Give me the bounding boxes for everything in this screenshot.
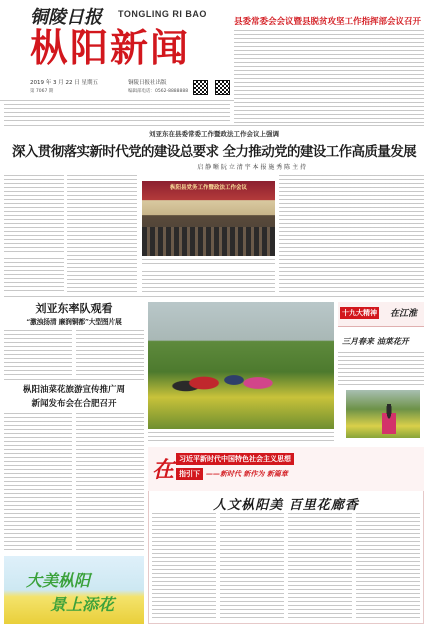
side-photo [346,390,420,438]
lead-article-text [4,175,64,255]
top-headline: 县委常委会会议暨县脱贫攻坚工作指挥部会议召开 [234,17,422,27]
feature-title-line-1: 习近平新时代中国特色社会主义思想 [176,453,294,465]
feature-title-line-2: 指引下 [176,468,203,480]
flower-field-photo [148,302,334,429]
feature-text [220,513,284,621]
lead-article-text [67,175,137,292]
story2-text [76,330,144,375]
story3-text [4,413,72,553]
lead-photo [142,181,275,256]
story3-text [76,413,144,553]
feature-text [152,513,216,621]
feature-text [356,513,420,621]
feature-logo-char: 在 [152,457,175,483]
page-title: 枞阳新闻 [30,25,191,70]
person-figure [382,404,396,434]
lead-article-text [279,175,424,292]
story2-text [4,330,72,375]
lead-article-text [4,258,64,292]
photo-caption [148,432,334,442]
feature-subtitle: ——新时代 新作为 新篇章 [206,470,288,478]
promo-image [4,556,144,624]
divider [4,125,424,126]
feature-text [288,513,352,621]
story2-headline: 刘亚东率队观看 [35,302,113,315]
divider [4,379,144,380]
story2-subheadline: “激浊扬清 廉润铜都”大型图片展 [26,318,122,326]
audience-row [142,227,275,256]
pinyin: TONGLING RI BAO [118,9,207,19]
qr-code-icon [215,80,230,95]
side-text [338,352,424,388]
feature-banner [148,447,424,491]
side-subtitle: 三月春来 油菜花开 [342,336,409,346]
side-badge [338,302,424,327]
side-badge-label: 十九大精神 [342,309,377,317]
side-badge-script: 在江淮 [390,309,418,319]
story3-headline: 枞阳油菜花旅游宣传推广周 [22,385,125,395]
story3-subheadline: 新闻发布会在合肥召开 [31,399,117,409]
banner-label: 枞阳县党务工作暨政法工作会议 [169,185,247,191]
edition-number: 第 7067 期 [30,89,54,94]
lead-article-text [142,271,275,292]
publisher: 铜陵日报社出版 [128,80,167,86]
top-article-text [234,30,424,123]
lead-headline: 深入贯彻落实新时代党的建设总要求 全力推动党的建设工作高质量发展 [12,144,416,160]
feature-headline: 人文枞阳美 百里花廊香 [213,498,359,513]
date-line: 2019 年 3 月 22 日 星期五 [30,80,98,86]
qr-code-icon [193,80,208,95]
divider [4,296,424,297]
promo-line-1: 大美枞阳 [26,571,91,590]
contact-info: 编辑部电话：0562-8888888 [128,89,189,94]
group-name: 铜陵日报 [30,7,102,28]
photo-caption [142,259,275,267]
people-group [168,347,288,407]
promo-line-2: 景上添花 [50,595,115,614]
lead-kicker: 刘亚东在县委常委工作暨政法工作会议上强调 [149,130,279,138]
lead-subline: 启 静 晰 阮 立 清 宇 本 报 施 秀 陈 主 持 [197,164,306,171]
masthead-left-text [4,104,230,124]
divider [0,100,234,101]
